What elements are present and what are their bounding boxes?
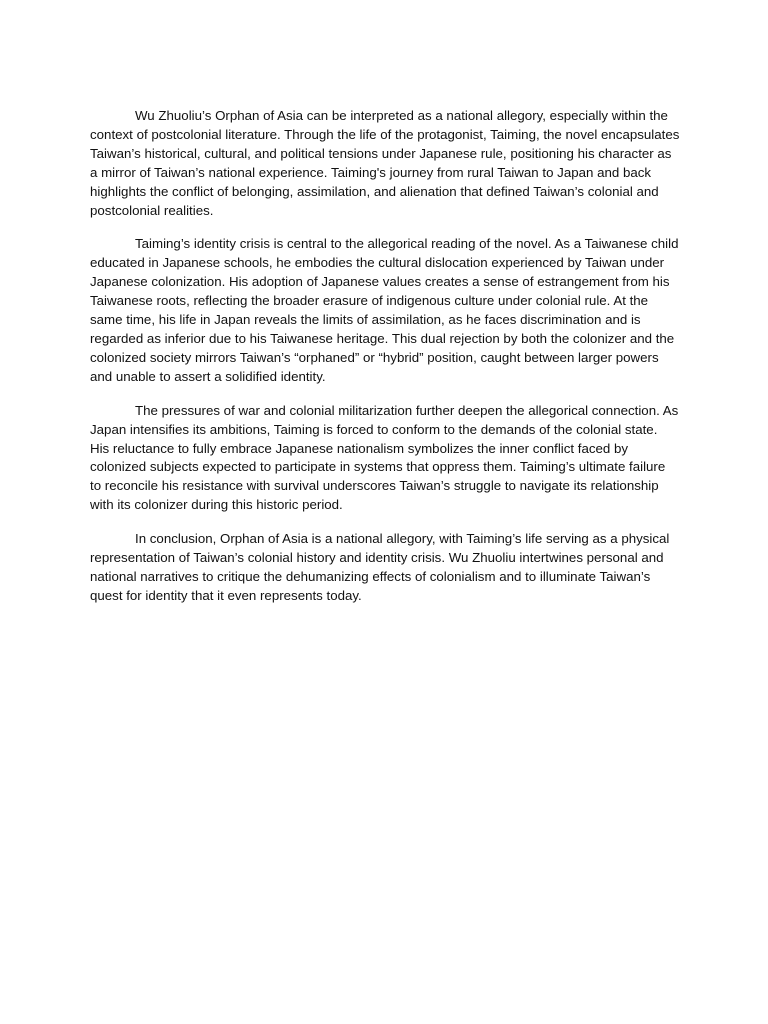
paragraph-conclusion: In conclusion, Orphan of Asia is a national allegory, with Taiming’s life serving as a physical representation of Taiwan’s colonial history and identity crisis. Wu Zhuoliu intertwines personal and national narratives to critique the dehumanizing effects of colonialism and to illuminate Taiwan’s quest for identity that it even represents today.	[90, 531, 670, 603]
paragraph-war-militarization: The pressures of war and colonial militarization further deepen the allegorical connection. As Japan intensifies its ambitions, Taiming is forced to conform to the demands of the colonial state. His reluctance to fully embrace Japanese nationalism symbolizes the inner conflict faced by colonized subjects expected to participate in systems that oppress them. Taiming’s ultimate failure to reconcile his resistance with survival underscores Taiwan’s struggle to navigate its relationship with its colonizer during this historic period.	[90, 402, 679, 513]
paragraph-intro: Wu Zhuoliu’s Orphan of Asia can be interpreted as a national allegory, especially within the context of postcolonial literature. Through the life of the protagonist, Taiming, the novel encapsulates Taiwan’s historical, cultural, and political tensions under Japanese rule, positioning his character as a mirror of Taiwan’s national experience. Taiming's journey from rural Taiwan to Japan and back highlights the conflict of belonging, assimilation, and alienation that defined Taiwan’s colonial and postcolonial realities.	[90, 108, 680, 218]
essay-body	[90, 107, 680, 621]
paragraph-identity-crisis: Taiming’s identity crisis is central to the allegorical reading of the novel. As a Taiwanese child educated in Japanese schools, he embodies the cultural dislocation experienced by Taiwan under Japanese colonization. His adoption of Japanese values creates a sense of estrangement from his Taiwanese roots, reflecting the broader erasure of indigenous culture under colonial rule. At the same time, his life in Japan reveals the limits of assimilation, as he faces discrimination and is regarded as inferior due to his Taiwanese heritage. This dual rejection by both the colonizer and the colonized society mirrors Taiwan’s “orphaned” or “hybrid” position, caught between larger powers and unable to assert a solidified identity.	[90, 236, 679, 384]
